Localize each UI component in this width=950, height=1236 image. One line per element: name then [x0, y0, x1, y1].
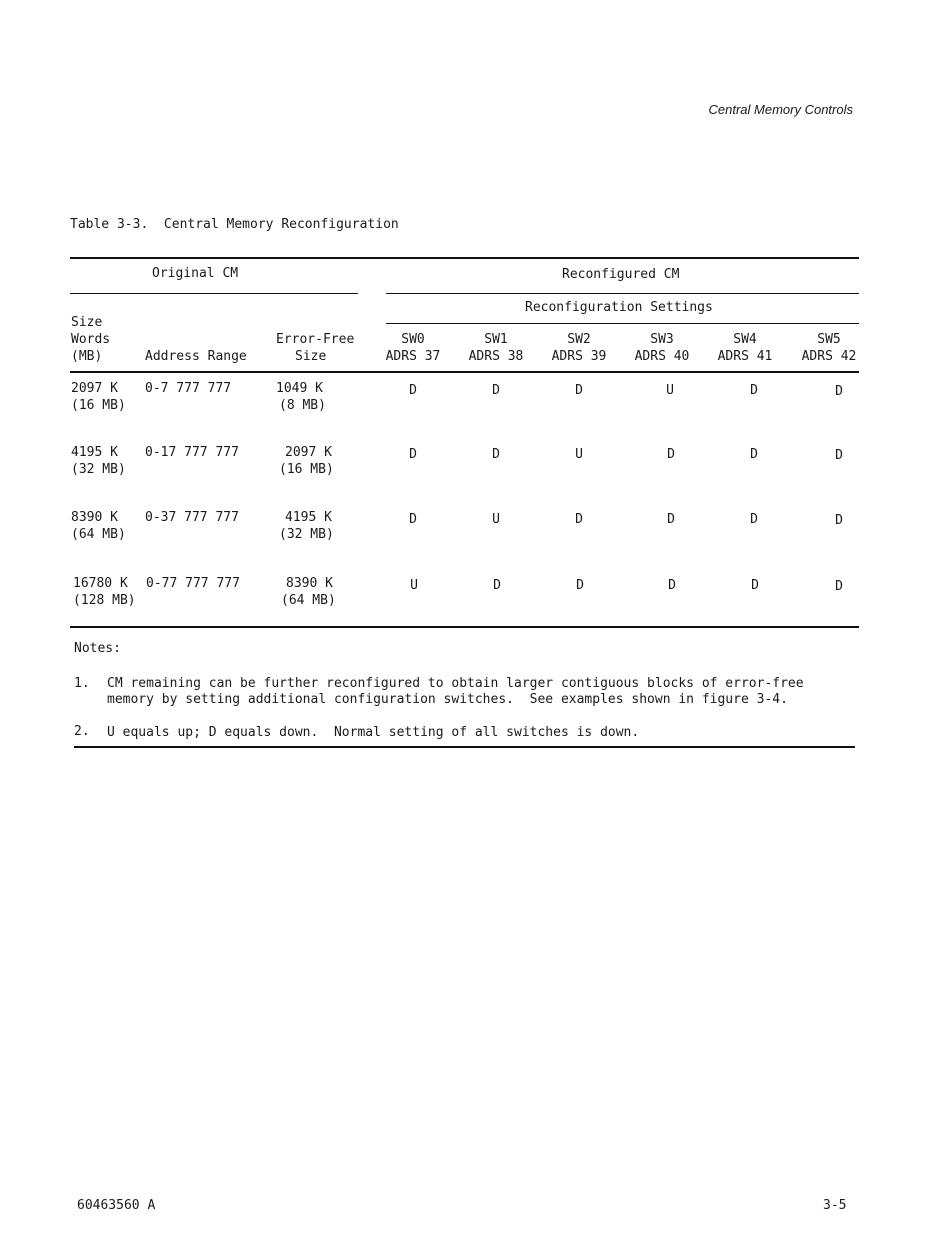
row-sw1: D — [492, 383, 500, 398]
sw1-adrs-header: ADRS 38 — [468, 349, 524, 364]
table-bottom-rule — [70, 626, 859, 628]
row-sw4: D — [750, 383, 758, 398]
note-number: 2. — [74, 724, 90, 739]
row-errfree: 4195 K — [285, 510, 332, 525]
row-sw2: D — [575, 383, 583, 398]
row-sw4: D — [750, 512, 758, 527]
size-header-line1: Size — [71, 315, 103, 330]
sw2-adrs-header: ADRS 39 — [551, 349, 607, 364]
sw5-header: SW5 — [817, 332, 841, 347]
row-sw0: D — [409, 447, 417, 462]
row-errfree: 8390 K — [286, 576, 333, 591]
sw2-header: SW2 — [567, 332, 591, 347]
notes-bottom-rule — [74, 746, 855, 748]
header-bottom-rule — [70, 371, 859, 373]
row-sw2: D — [575, 512, 583, 527]
row-errfree: 2097 K — [285, 445, 332, 460]
running-header: Central Memory Controls — [708, 102, 853, 117]
document-number: 60463560 A — [77, 1198, 156, 1213]
settings-group-rule — [386, 323, 859, 324]
reconfiguration-settings-heading: Reconfiguration Settings — [525, 300, 713, 315]
row-sw5: D — [835, 579, 843, 594]
row-size: 8390 K — [71, 510, 118, 525]
sw3-adrs-header: ADRS 40 — [634, 349, 690, 364]
row-sw1: U — [492, 512, 500, 527]
size-header-line3: (MB) — [71, 349, 103, 364]
row-errfree-mb: (8 MB) — [279, 398, 326, 413]
row-size-mb: (16 MB) — [71, 398, 126, 413]
row-sw4: D — [750, 447, 758, 462]
error-free-header-line2: Size — [295, 349, 327, 364]
row-sw1: D — [493, 578, 501, 593]
row-sw0: U — [410, 578, 418, 593]
address-range-header: Address Range — [145, 349, 247, 364]
note-text-line2: memory by setting additional configuration switches. See examples shown in figure 3-4. — [107, 692, 788, 707]
row-sw3: U — [666, 383, 674, 398]
row-address: 0-37 777 777 — [145, 510, 239, 525]
row-size: 2097 K — [71, 381, 118, 396]
table-caption: Table 3-3. Central Memory Reconfiguration — [70, 217, 399, 232]
sw0-adrs-header: ADRS 37 — [385, 349, 441, 364]
row-sw5: D — [835, 513, 843, 528]
note-text-line1: CM remaining can be further reconfigured to obtain larger contiguous blocks of error-free — [107, 676, 804, 691]
error-free-header-line1: Error-Free — [276, 332, 355, 347]
page-number: 3-5 — [823, 1198, 847, 1213]
reconfigured-cm-heading: Reconfigured CM — [562, 267, 680, 282]
row-sw1: D — [492, 447, 500, 462]
sw4-adrs-header: ADRS 41 — [717, 349, 773, 364]
row-sw5: D — [835, 384, 843, 399]
note-number: 1. — [74, 676, 90, 691]
row-sw2: U — [575, 447, 583, 462]
row-sw3: D — [667, 512, 675, 527]
row-sw3: D — [668, 578, 676, 593]
row-errfree: 1049 K — [276, 381, 323, 396]
original-group-rule — [70, 293, 358, 294]
row-size: 4195 K — [71, 445, 118, 460]
sw5-adrs-header: ADRS 42 — [801, 349, 857, 364]
size-header-line2: Words — [71, 332, 111, 347]
row-address: 0-17 777 777 — [145, 445, 239, 460]
row-sw0: D — [409, 512, 417, 527]
row-sw2: D — [576, 578, 584, 593]
reconfigured-group-rule — [386, 293, 859, 294]
note-text-line1: U equals up; D equals down. Normal setting of all switches is down. — [107, 725, 640, 740]
row-size-mb: (64 MB) — [71, 527, 126, 542]
sw0-header: SW0 — [401, 332, 425, 347]
sw3-header: SW3 — [650, 332, 674, 347]
row-address: 0-77 777 777 — [146, 576, 240, 591]
row-address: 0-7 777 777 — [145, 381, 232, 396]
row-size-mb: (32 MB) — [71, 462, 126, 477]
row-size: 16780 K — [73, 576, 128, 591]
row-sw5: D — [835, 448, 843, 463]
row-sw3: D — [667, 447, 675, 462]
table-top-rule — [70, 257, 859, 259]
row-sw0: D — [409, 383, 417, 398]
original-cm-heading: Original CM — [152, 266, 239, 281]
notes-heading: Notes: — [74, 641, 121, 656]
sw4-header: SW4 — [733, 332, 757, 347]
row-size-mb: (128 MB) — [73, 593, 136, 608]
sw1-header: SW1 — [484, 332, 508, 347]
row-errfree-mb: (16 MB) — [279, 462, 334, 477]
row-errfree-mb: (64 MB) — [281, 593, 336, 608]
row-errfree-mb: (32 MB) — [279, 527, 334, 542]
row-sw4: D — [751, 578, 759, 593]
